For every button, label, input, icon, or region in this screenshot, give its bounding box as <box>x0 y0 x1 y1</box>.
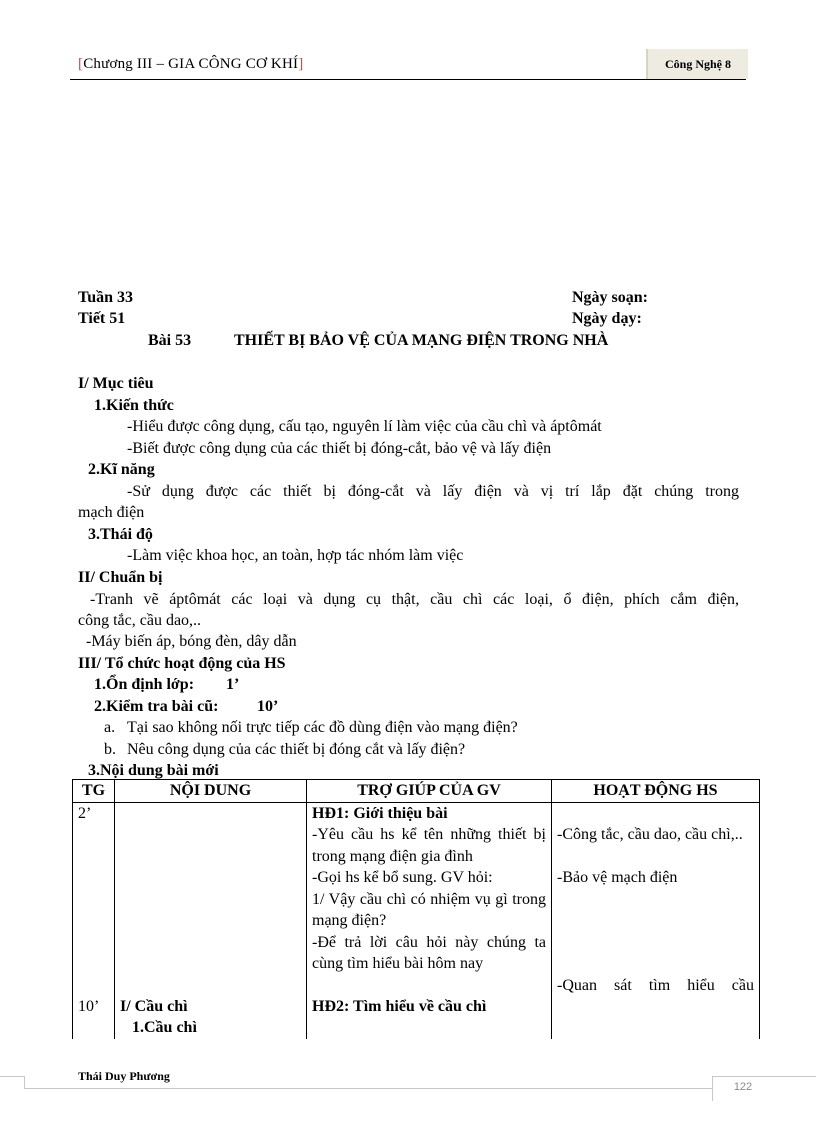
step-3-label: 3.Nội dung bài mới <box>88 762 219 779</box>
knowledge-item-2: -Biết được công dụng của các thiết bị đóng-cắt, bảo vệ và lấy điện <box>127 440 552 457</box>
row2-time: 10’ <box>78 997 100 1015</box>
footer-rule <box>24 1088 712 1089</box>
step-1-label: 1.Ổn định lớp: <box>94 676 195 693</box>
chapter-header <box>78 56 303 73</box>
row2-content-1: I/ Cầu chì <box>120 997 188 1015</box>
step-1-time: 1’ <box>226 676 240 693</box>
knowledge-item-1: -Hiểu được công dụng, cấu tạo, nguyên lí làm việc của cầu chì và áptômát <box>127 418 602 435</box>
period-label: Tiết 51 <box>78 310 126 327</box>
teach-date-label: Ngày dạy: <box>572 310 642 327</box>
lesson-number: Bài 53 <box>148 332 192 349</box>
table-header-row <box>73 780 760 803</box>
question-a: Tại sao không nối trực tiếp các đồ dùng điện vào mạng điện? <box>127 719 518 736</box>
preparation-item-2: -Máy biến áp, bóng đèn, dây dẫn <box>86 633 297 650</box>
page-number: 122 <box>712 1076 773 1101</box>
row2-student-1: -Quan sát tìm hiểu cầu <box>557 976 754 994</box>
col-header-time: TG <box>73 780 115 803</box>
row1-student-2: -Bảo vệ mạch điện <box>557 869 678 886</box>
step-2-label: 2.Kiểm tra bài cũ: <box>94 698 219 715</box>
row1-teacher-2: -Gọi hs kể bổ sung. GV hỏi: <box>312 869 493 886</box>
skills-item-1-cont: mạch điện <box>78 504 145 521</box>
row2-teacher-title: HĐ2: Tìm hiểu về cầu chì <box>312 998 487 1015</box>
row1-time <box>73 802 115 1039</box>
question-b-marker: b. <box>104 741 116 758</box>
bracket-open: [ <box>78 56 84 72</box>
chapter-title: Chương III – GIA CÔNG CƠ KHÍ <box>83 56 299 72</box>
step-2-time: 10’ <box>257 698 279 715</box>
row1-student <box>552 802 760 1039</box>
footer-rule-right <box>772 1076 816 1077</box>
objectives-heading: I/ Mục tiêu <box>78 375 154 392</box>
footer-rule-left-tick <box>24 1076 25 1088</box>
row2-content-2: 1.Cầu chì <box>132 1019 197 1036</box>
bracket-close: ] <box>298 56 304 72</box>
row1-student-1: -Công tắc, cầu dao, cầu chì,.. <box>557 826 743 843</box>
row1-content <box>115 802 307 1039</box>
preparation-item-1: -Tranh vẽ áptômát các loại và dụng cụ thật, cầu chì các loại, ổ điện, phích cắm điện, <box>90 591 739 608</box>
row1-teacher <box>307 802 552 1039</box>
question-a-marker: a. <box>104 719 116 736</box>
week-label: Tuần 33 <box>78 289 133 306</box>
question-b: Nêu công dụng của các thiết bị đóng cắt và lấy điện? <box>127 741 466 758</box>
lesson-title: THIẾT BỊ BẢO VỆ CỦA MẠNG ĐIỆN TRONG NHÀ <box>234 332 609 349</box>
activities-heading: III/ Tổ chức hoạt động của HS <box>78 655 286 672</box>
lesson-plan-table <box>72 779 760 1039</box>
row1-time-text: 2’ <box>78 804 92 822</box>
skills-item-1: -Sử dụng được các thiết bị đóng-cắt và lấy điện và vị trí lắp đặt chúng trong <box>127 483 739 500</box>
col-header-student: HOẠT ĐỘNG HS <box>552 780 760 803</box>
row1-teacher-4: -Để trả lời câu hỏi này chúng ta cùng tìm hiểu bài hôm nay <box>312 933 546 972</box>
row1-teacher-1: -Yêu cầu hs kể tên những thiết bị trong mạng điện gia đình <box>312 826 546 865</box>
row1-teacher-3: 1/ Vậy cầu chì có nhiệm vụ gì trong mạng điện? <box>312 890 546 929</box>
preparation-item-1-cont: công tắc, cầu dao,.. <box>78 612 202 629</box>
subject-label: Công Nghệ 8 <box>646 49 748 79</box>
attitude-heading: 3.Thái độ <box>88 526 153 543</box>
knowledge-heading: 1.Kiến thức <box>94 397 174 414</box>
preparation-heading: II/ Chuẩn bị <box>78 569 163 586</box>
col-header-teacher: TRỢ GIÚP CỦA GV <box>307 780 552 803</box>
skills-heading: 2.Kĩ năng <box>88 461 155 478</box>
row1-teacher-title: HĐ1: Giới thiệu bài <box>312 804 448 822</box>
footer-rule-left <box>0 1076 24 1077</box>
table-row <box>73 802 760 1039</box>
attitude-item-1: -Làm việc khoa học, an toàn, hợp tác nhóm làm việc <box>127 547 464 564</box>
author-name: Thái Duy Phương <box>78 1069 170 1083</box>
prep-date-label: Ngày soạn: <box>572 289 649 306</box>
header-divider <box>70 79 746 80</box>
col-header-content: NỘI DUNG <box>115 780 307 803</box>
